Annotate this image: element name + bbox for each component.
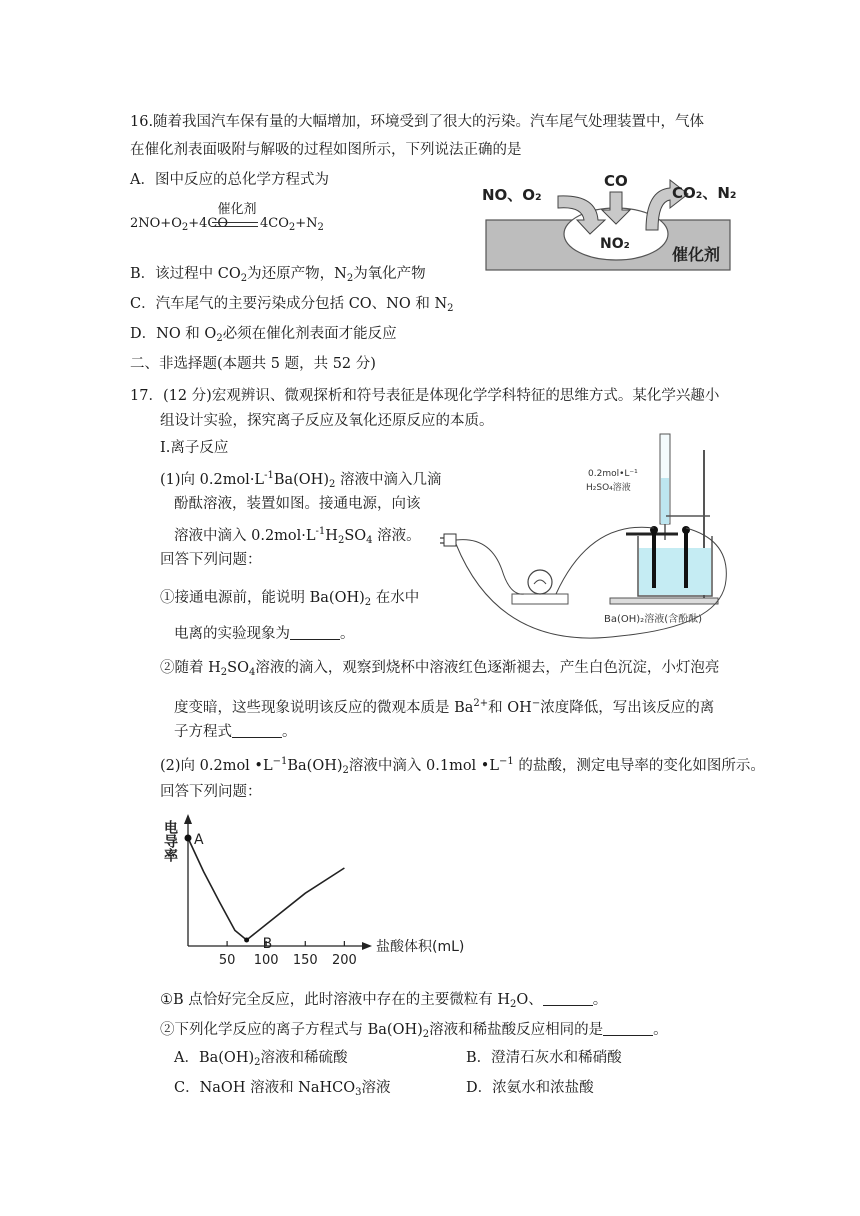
co-label: CO (604, 172, 628, 190)
bulb-base (512, 594, 568, 604)
x-tick-label: 150 (292, 953, 318, 968)
beaker-solution (639, 548, 711, 595)
x-tick-label: 200 (331, 953, 357, 968)
point-a (185, 835, 192, 842)
subq3-line: ①B 点恰好完全反应，此时溶液中存在的主要微粒有 $H_2O$、 。 (160, 992, 608, 1010)
bulb-icon (528, 570, 552, 594)
conductivity-curve (188, 838, 344, 940)
catalyst-figure (474, 168, 744, 278)
answer-blank-1[interactable] (290, 625, 340, 640)
beaker-label: Ba(OH)₂溶液(含酚酞) (604, 614, 702, 625)
answer-blank-2[interactable] (232, 723, 282, 738)
q16-equation-left: $2NO+O_2+4CO$ (130, 216, 229, 233)
burette-label-conc: 0.2mol•L⁻¹ (588, 469, 638, 479)
q17-stem-line1: 17．(12 分)宏观辨识、微观探析和符号表征是体现化学学科特征的思维方式。某化学兴趣小 (130, 388, 720, 404)
x-tick-label: 50 (218, 953, 236, 968)
subq1-line1: ①接通电源前，能说明 $Ba(OH)_2$ 在水中 (160, 590, 420, 608)
answer-prompt-1: 回答下列问题： (160, 552, 262, 568)
part2-line: (2)向 0.2mol $•L^{-1}Ba(OH)_2$溶液中滴入 0.1mol $•L^{-1}$ 的盐酸，测定电导率的变化如图所示。 (160, 756, 765, 776)
choice-d: D．浓氨水和浓盐酸 (466, 1080, 594, 1096)
part1-title: I.离子反应 (160, 440, 229, 456)
q16-stem-line1: 16.随着我国汽车保有量的大幅增加，环境受到了很大的污染。汽车尾气处理装置中，气体 (130, 114, 705, 130)
q16-option-a: A．图中反应的总化学方程式为 (130, 172, 329, 188)
q16-option-d: D．NO 和 $O_2$必须在催化剂表面才能反应 (130, 326, 397, 344)
power-plug (444, 534, 456, 546)
q16-equation-condition: 催化剂 (217, 202, 257, 217)
answer-prompt-2: 回答下列问题： (160, 784, 262, 800)
burette-solution (661, 478, 669, 524)
y-axis-label: 电导率 (162, 820, 178, 862)
q17-stem-line2: 组设计实验，探究离子反应及氧化还原反应的本质。 (160, 413, 494, 429)
section-heading: 二、非选择题(本题共 5 题，共 52 分) (130, 356, 376, 372)
q16-stem-line2: 在催化剂表面吸附与解吸的过程如图所示，下列说法正确的是 (130, 142, 522, 158)
subq1-line2: 电离的实验现象为 。 (174, 626, 355, 642)
q16-option-c: C．汽车尾气的主要污染成分包括 CO、NO 和 $N_2$ (130, 296, 454, 314)
y-axis-arrow (184, 814, 192, 824)
point-label-b: B (262, 936, 273, 952)
subq2-line3: 子方程式 。 (174, 724, 297, 740)
choice-a: A．$Ba(OH)_2$溶液和稀硫酸 (174, 1050, 348, 1068)
p1-line2: 酚酞溶液，装置如图。接通电源，向该 (174, 496, 421, 512)
burette-label-solution: H₂SO₄溶液 (586, 483, 631, 493)
reactant-label: NO、O₂ (482, 186, 542, 204)
choice-c: C．NaOH 溶液和 NaHCO$_3$溶液 (174, 1080, 391, 1098)
subq4-line: ②下列化学反应的离子方程式与 $Ba(OH)_2$溶液和稀盐酸反应相同的是 。 (160, 1022, 668, 1040)
apparatus-figure (440, 430, 740, 655)
answer-blank-4[interactable] (603, 1021, 653, 1036)
q16-equation-arrow (212, 222, 258, 227)
x-tick-label: 100 (253, 953, 279, 968)
q16-equation-right: $4CO_2+N_2$ (260, 216, 324, 233)
choice-b: B．澄清石灰水和稀硝酸 (466, 1050, 622, 1066)
point-label-a: A (194, 832, 204, 848)
subq2-line1: ②随着 $H_2SO_4$溶液的滴入，观察到烧杯中溶液红色逐渐褪去，产生白色沉淀，小灯泡亮 (160, 660, 720, 678)
answer-blank-3[interactable] (543, 991, 593, 1006)
p1-line3: 溶液中滴入 $0.2mol\cdot L^{-1}H_2SO_4$ 溶液。 (174, 526, 421, 546)
x-axis-arrow (362, 942, 372, 950)
catalyst-label: 催化剂 (672, 245, 721, 264)
conductivity-chart (150, 806, 500, 976)
wire-1 (456, 540, 524, 595)
q16-option-b: B．该过程中 $CO_2$为还原产物，$N_2$为氧化产物 (130, 266, 426, 284)
subq2-line2: 度变暗，这些现象说明该反应的微观本质是 $Ba^{2+}$和 OH−浓度降低，写出该反应的离 (174, 698, 715, 716)
p1-line1: (1)向 $0.2mol\cdot L^{-1}Ba(OH)_2$ 溶液中滴入几滴 (160, 470, 442, 490)
x-axis-label: 盐酸体积(mL) (376, 939, 465, 955)
stand-base (610, 598, 718, 604)
no2-label: NO₂ (600, 236, 630, 252)
product-label: CO₂、N₂ (672, 184, 737, 202)
point-b (244, 938, 249, 943)
